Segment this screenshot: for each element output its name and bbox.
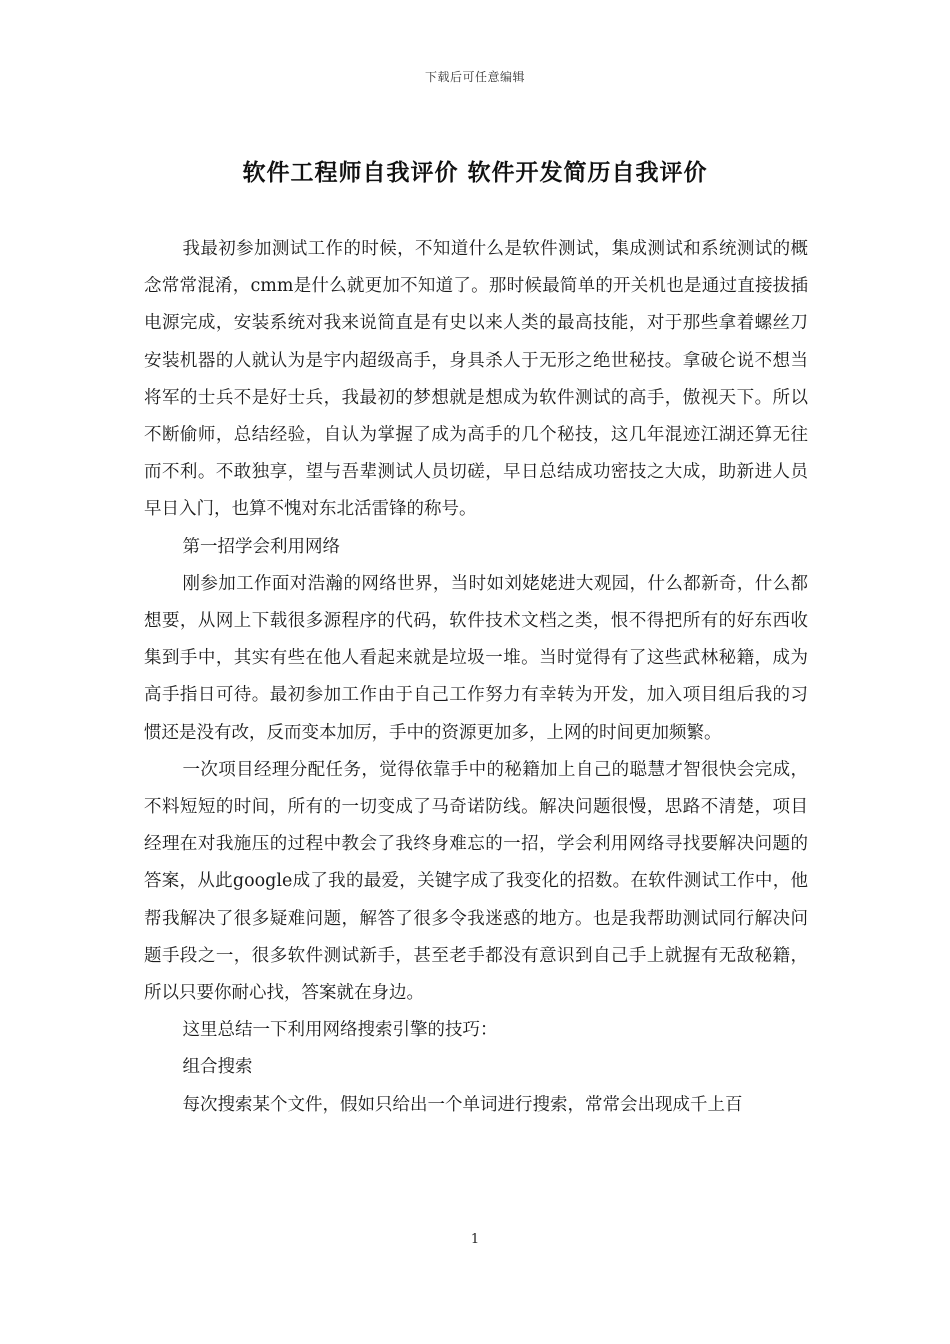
paragraph-combined-search: 每次搜索某个文件，假如只给出一个单词进行搜索，常常会出现成千上百 bbox=[182, 1094, 743, 1115]
paragraph-project-task: 一次项目经理分配任务，觉得依靠手中的秘籍加上自己的聪慧才智很快会完成，不料短短的时间，所有的一切变成了马奇诺防线。解决问题很慢，思路不清楚，项目经理在对我施压的过程中教会了我终身难忘的一招，学会利用网络寻找要解决问题的答案，从此google成了我的最爱，关键字成了我变化的招数。在软件测试工作中，他帮我解决了很多疑难问题，解答了很多令我迷惑的地方。也是我帮助测试同行解决问题手段之一，很多软件测试新手，甚至老手都没有意识到自己手上就握有无敌秘籍，所以只要你耐心找，答案就在身边。 bbox=[144, 759, 808, 1004]
page-number: 1 bbox=[470, 1232, 480, 1247]
subheading-combined-search: 组合搜索 bbox=[182, 1057, 253, 1078]
section-heading-first-move: 第一招学会利用网络 bbox=[182, 536, 340, 557]
paragraph-intro: 我最初参加测试工作的时候，不知道什么是软件测试，集成测试和系统测试的概念常常混淆，cmm是什么就更加不知道了。那时候最简单的开关机也是通过直接拔插电源完成，安装系统对我来说简直是有史以来人类的最高技能，对于那些拿着螺丝刀安装机器的人就认为是宇内超级高手，身具杀人于无形之绝世秘技。拿破仑说不想当将军的士兵不是好士兵，我最初的梦想就是想成为软件测试的高手，傲视天下。所以不断偷师，总结经验，自认为掌握了成为高手的几个秘技，这几年混迹江湖还算无往而不利。不敢独享，望与吾辈测试人员切磋，早日总结成功密技之大成，助新进人员早日入门，也算不愧对东北活雷锋的称号。 bbox=[144, 239, 808, 520]
paragraph-network-world: 刚参加工作面对浩瀚的网络世界，当时如刘姥姥进大观园，什么都新奇，什么都想要，从网上下载很多源程序的代码，软件技术文档之类，恨不得把所有的好东西收集到手中，其实有些在他人看起来就是垃圾一堆。当时觉得有了这些武林秘籍，成为高手指日可待。最初参加工作由于自己工作努力有幸转为开发，加入项目组后我的习惯还是没有改，反而变本加厉，手中的资源更加多，上网的时间更加频繁。 bbox=[144, 573, 808, 743]
document-body bbox=[144, 231, 808, 1124]
page-header-note: 下载后可任意编辑 bbox=[424, 70, 525, 84]
document-title: 软件工程师自我评价 软件开发简历自我评价 bbox=[242, 159, 708, 186]
paragraph-search-tips-intro: 这里总结一下利用网络搜索引擎的技巧： bbox=[182, 1020, 498, 1041]
